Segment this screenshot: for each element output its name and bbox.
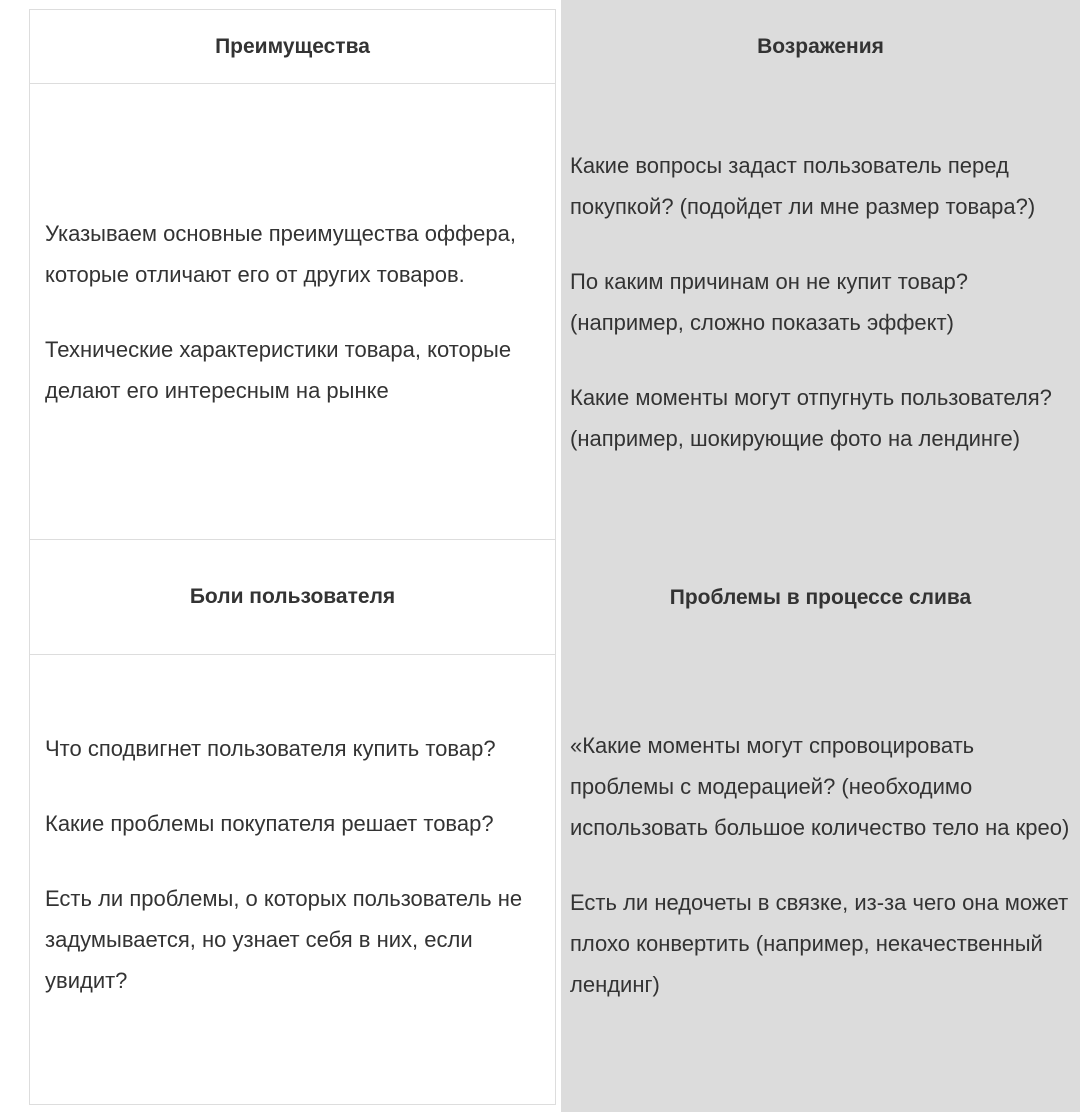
pains-paragraph-1: Что сподвигнет пользователя купить товар? [45, 736, 496, 761]
objections-title: Возражения [757, 34, 884, 58]
problems-header [561, 540, 1080, 655]
advantages-title: Преимущества [215, 34, 370, 58]
advantages-paragraph-2: Технические характеристики товара, которые делают его интересным на рынке [45, 336, 512, 403]
objections-paragraph-1: Какие вопросы задаст пользователь перед покупкой? (подойдет ли мне размер товара?) [570, 153, 1036, 219]
pains-body [29, 655, 556, 1105]
advantages-header [29, 9, 556, 84]
pains-title: Боли пользователя [189, 585, 396, 608]
advantages-paragraph-1: Указываем основные преимущества оффера, которые отличают его от других товаров. [45, 220, 517, 287]
advantages-body [29, 84, 556, 540]
objections-body [561, 84, 1080, 540]
problems-paragraph-2: Есть ли недочеты в связке, из-за чего она может плохо конвертить (например, некачественный лендинг) [570, 890, 1069, 997]
objections-paragraph-2: По каким причинам он не купит товар? (например, сложно показать эффект) [570, 269, 968, 335]
pains-paragraph-3: Есть ли проблемы, о которых пользователь не задумывается, но узнает себя в них, если увидит? [45, 886, 523, 993]
pains-header [29, 540, 556, 655]
pains-paragraph-2: Какие проблемы покупателя решает товар? [45, 811, 494, 836]
objections-header [561, 9, 1080, 84]
problems-title: Проблемы в процессе слива [669, 585, 972, 609]
problems-body [561, 655, 1080, 1105]
problems-paragraph-1: «Какие моменты могут спровоцировать проблемы с модерацией? (необходимо использовать большое количество тело на крео) [570, 733, 1070, 840]
objections-paragraph-3: Какие моменты могут отпугнуть пользователя? (например, шокирующие фото на лендинге) [570, 385, 1052, 451]
